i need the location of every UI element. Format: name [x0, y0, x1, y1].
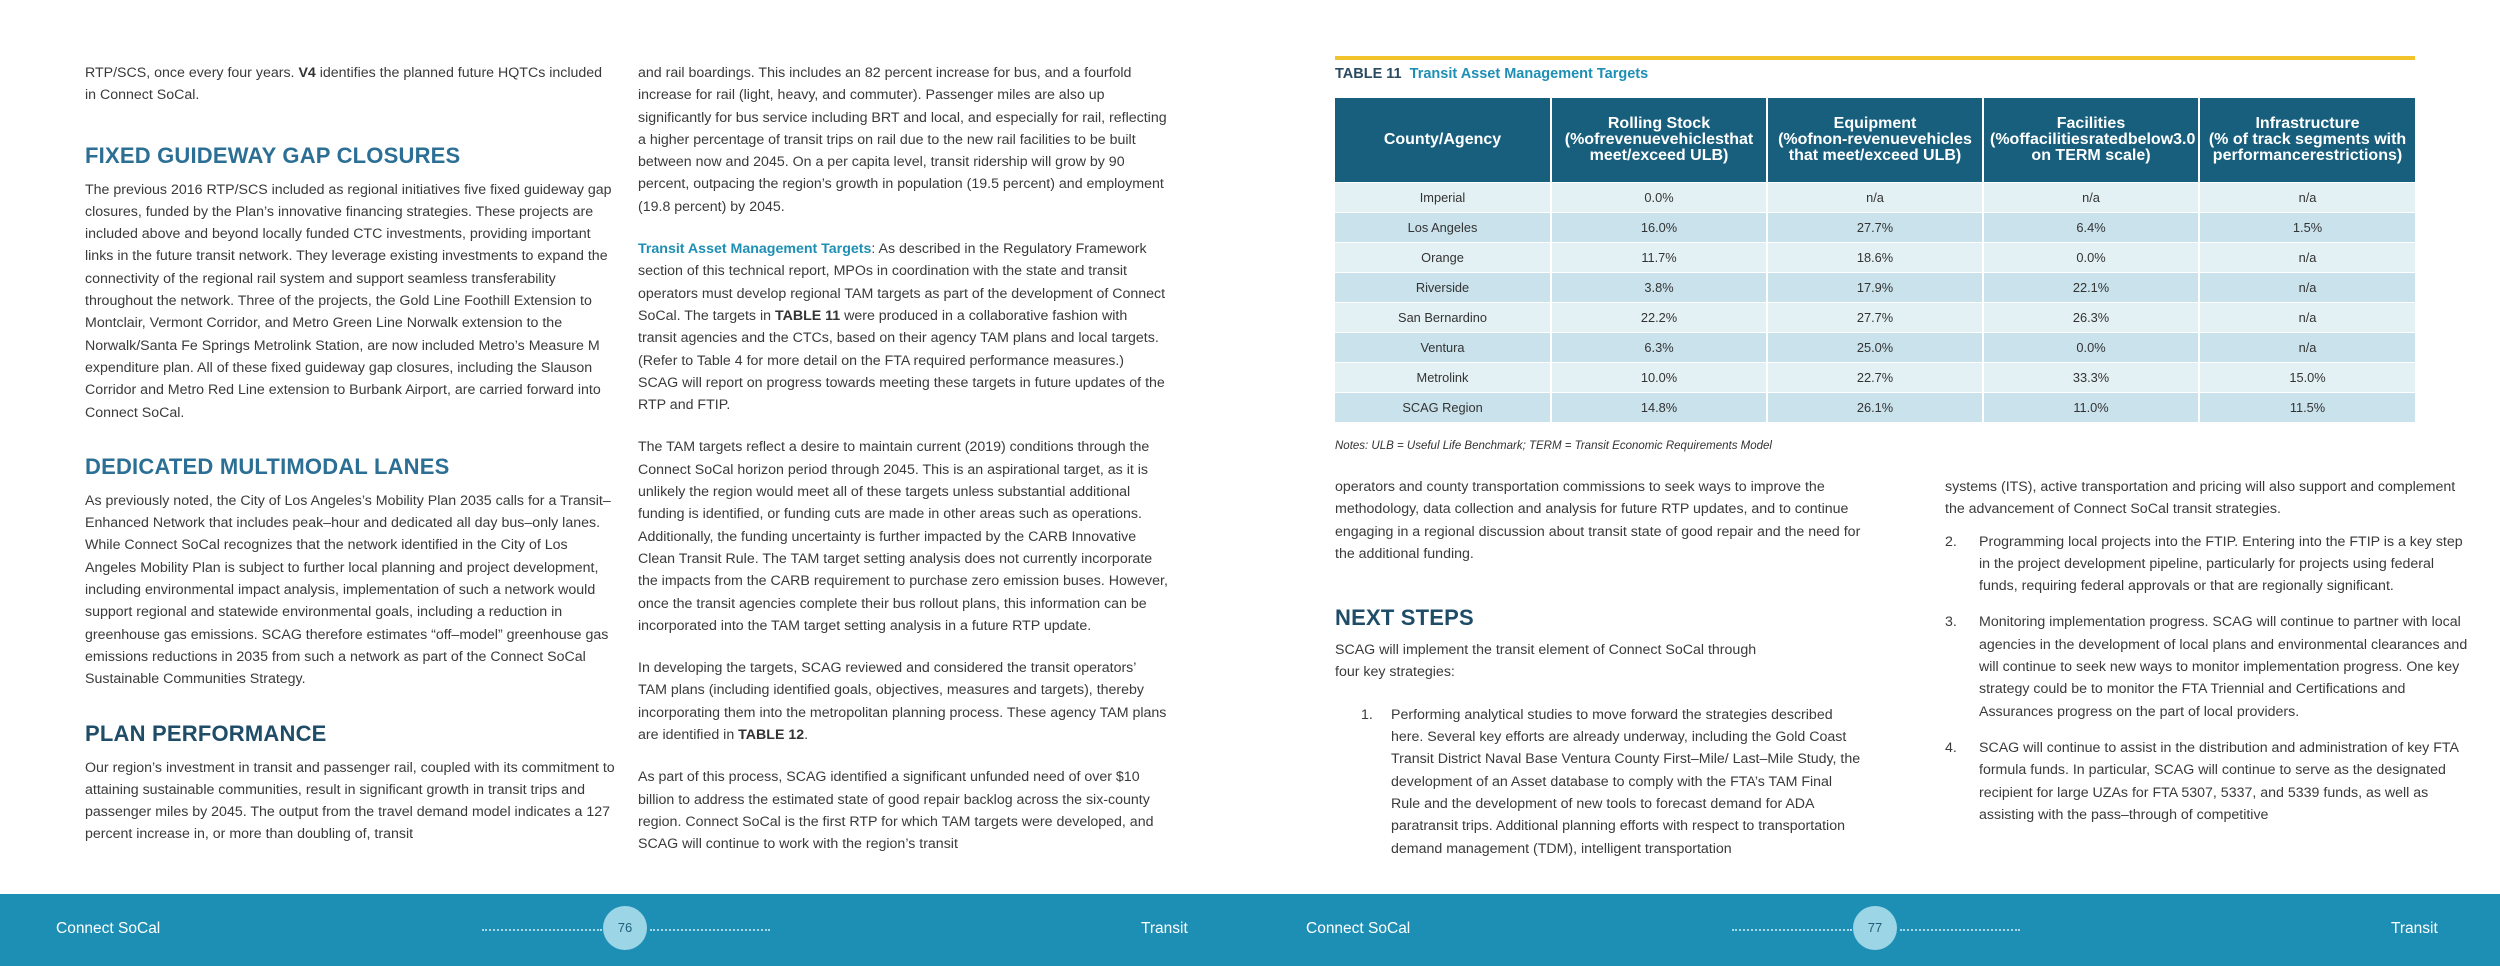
value-cell: 33.3%	[1983, 363, 2199, 393]
table-header-line: that meet/exceed ULB)	[1788, 147, 1962, 164]
value-cell: 22.1%	[1983, 273, 2199, 303]
value-cell: 6.4%	[1983, 213, 2199, 243]
value-cell: 1.5%	[2199, 213, 2415, 243]
next-steps-intro: SCAG will implement the transit element of Connect SoCal through four key strategies:	[1335, 642, 1757, 681]
value-cell: 10.0%	[1551, 363, 1767, 393]
value-cell: n/a	[2199, 183, 2415, 213]
right-page	[1250, 0, 2500, 894]
table-header-cell	[1551, 98, 1767, 183]
table-11-block	[1335, 56, 2415, 452]
table-label: TABLE 11	[1335, 66, 1402, 82]
value-cell: 18.6%	[1767, 243, 1983, 273]
page-number-77: 77	[1853, 906, 1897, 950]
steps-continuation: systems (ITS), active transportation and pricing will also support and complement the advancement of Connect SoCal transit strategies.	[1945, 479, 2456, 518]
agency-cell: Orange	[1335, 243, 1551, 273]
unfunded-need-paragraph: As part of this process, SCAG identified a significant unfunded need of over $10 billion to address the estimated state of good repair backlog across the six-county region. Connect SoCal is the first RTP for which TAM targets were developed, and SCAG will continue to work with the region’s transit	[638, 769, 1154, 853]
table-header-line: (% of track segments with	[2208, 131, 2407, 148]
developing-text-a: In developing the targets, SCAG reviewed and considered the transit operators’ TAM plans (including identified goals, objectives, measures and targets), thereby incorporating them into the metropolitan planning process. These agency TAM plans are identified in	[638, 660, 1167, 744]
step-number: 4.	[1945, 739, 1957, 756]
right-column-1	[1335, 476, 1865, 874]
footer-dots-left-b	[650, 929, 770, 931]
multimodal-lanes-paragraph: As previously noted, the City of Los Angeles’s Mobility Plan 2035 calls for a Transit–Enhanced Network that includes peak–hour and dedicated all day bus–only lanes. While Connect SoCal recognizes that the network identified in the City of Los Angeles Mobility Plan is subject to further local planning and project development, including environmental impact analysis, implementation of such a network would support regional and statewide environmental goals, including a reduction in greenhouse gas emissions. SCAG therefore estimates “off–model” greenhouse gas emissions reductions in 2035 from such a network as part of the Connect SoCal Sustainable Communities Strategy.	[85, 492, 611, 688]
next-steps-heading: NEXT STEPS	[1335, 605, 1474, 631]
table-row	[1335, 273, 2415, 303]
table-header-line: (%offacilitiesratedbelow3.0	[1990, 131, 2196, 148]
right-column-2	[1945, 476, 2475, 840]
value-cell: n/a	[2199, 243, 2415, 273]
footer-brand-right: Connect SoCal	[1306, 920, 1411, 937]
steps-list-right	[1945, 531, 2475, 827]
developing-targets-paragraph	[638, 657, 1168, 746]
value-cell: 27.7%	[1767, 213, 1983, 243]
intro-paragraph	[85, 62, 615, 107]
left-column-2	[638, 62, 1168, 876]
table-title: Transit Asset Management Targets	[1409, 66, 1649, 82]
table-row	[1335, 303, 2415, 333]
left-column-1	[85, 62, 615, 866]
value-cell: 27.7%	[1767, 303, 1983, 333]
agency-cell: Ventura	[1335, 333, 1551, 363]
value-cell: 22.7%	[1767, 363, 1983, 393]
step-item	[1945, 737, 2475, 826]
value-cell: 0.0%	[1983, 333, 2199, 363]
table-header-cell	[1767, 98, 1983, 183]
table-top-rule	[1335, 56, 2415, 60]
agency-cell: Metrolink	[1335, 363, 1551, 393]
footer-brand-left: Connect SoCal	[56, 920, 161, 937]
table-header-line: Infrastructure	[2255, 115, 2360, 132]
agency-cell: Imperial	[1335, 183, 1551, 213]
table-header-line: meet/exceed ULB)	[1589, 147, 1729, 164]
table-header-line: on TERM scale)	[2031, 147, 2151, 164]
fixed-guideway-paragraph: The previous 2016 RTP/SCS included as regional initiatives five fixed guideway gap closures, funded by the Plan’s innovative financing strategies. These projects are included above and beyond locally funded CTC investments, providing important links in the future transit network. They leverage existing investments to expand the connectivity of the regional rail system and support seamless transferability throughout the network. Three of the projects, the Gold Line Foothill Extension to Montclair, Vermont Corridor, and Metro Green Line Norwalk extension to the Norwalk/Santa Fe Springs Metrolink Station, are now included Metro’s Measure M expenditure plan. All of these fixed guideway gap closures, including the Slauson Corridor and Metro Red Line extension to Burbank Airport, are carried forward into Connect SoCal.	[85, 181, 612, 421]
step-item	[1945, 611, 2475, 722]
table-header-line: Equipment	[1833, 115, 1917, 132]
table-row	[1335, 333, 2415, 363]
step-text: Programming local projects into the FTIP. Entering into the FTIP is a key step in the project development pipeline, particularly for projects using federal funds, requiring federal approvals or that are regionally significant.	[1979, 533, 2463, 595]
footer-dots-left-a	[482, 929, 602, 931]
step-text: Performing analytical studies to move forward the strategies described here. Several key efforts are already underway, including the Gold Coast Transit District Naval Base Ventura County First–Mile/ Last–Mile Study, the development of an Asset database to comply with the FTA’s TAM Final Rule and the development of new tools to forecast demand for ADA paratransit trips. Additional planning efforts with respect to transportation demand management (TDM), intelligent transportation	[1391, 706, 1861, 857]
ridership-paragraph: and rail boardings. This includes an 82 percent increase for bus, and a fourfold increase for rail (light, heavy, and commuter). Passenger miles are also up significantly for bus service including BRT and local, and especially for rail, reflecting a higher percentage of transit trips on rail due to the new rail facilities to be built between now and 2045. On a per capita level, transit ridership will grow by 90 percent, outpacing the region’s growth in population (19.5 percent) and employment (19.8 percent) by 2045.	[638, 65, 1167, 215]
intro-text-a: RTP/SCS, once every four years.	[85, 65, 299, 81]
value-cell: 3.8%	[1551, 273, 1767, 303]
value-cell: 22.2%	[1551, 303, 1767, 333]
tam-text-a: : As described in the Regulatory Framework section of this technical report, MPOs in coordination with the state and transit operators must develop regional TAM targets as part of the development of Connect SoCal. The targets in	[638, 241, 1166, 324]
value-cell: n/a	[1767, 183, 1983, 213]
value-cell: 14.8%	[1551, 393, 1767, 423]
table-header-line: (%ofrevenuevehiclesthat	[1564, 131, 1754, 148]
agency-cell: SCAG Region	[1335, 393, 1551, 423]
table-row	[1335, 393, 2415, 423]
table-header-line: Facilities	[2056, 115, 2126, 132]
value-cell: 11.0%	[1983, 393, 2199, 423]
value-cell: 6.3%	[1551, 333, 1767, 363]
developing-text-b: .	[804, 727, 809, 744]
step-number: 3.	[1945, 614, 1957, 631]
value-cell: 15.0%	[2199, 363, 2415, 393]
tam-paragraph	[638, 238, 1168, 416]
value-cell: n/a	[2199, 333, 2415, 363]
table-header-row	[1335, 98, 2415, 183]
value-cell: n/a	[2199, 273, 2415, 303]
footer-bar	[0, 894, 2500, 966]
table-row	[1335, 243, 2415, 273]
value-cell: 26.3%	[1983, 303, 2199, 333]
plan-performance-paragraph: Our region’s investment in transit and passenger rail, coupled with its commitment to attaining sustainable communities, result in significant growth in transit trips and passenger miles by 2045. The output from the travel demand model indicates a 127 percent increase in, or more than doubling of, transit	[85, 759, 615, 843]
intro-text-b: identifies the planned future HQTCs included in Connect SoCal.	[85, 65, 603, 104]
value-cell: 26.1%	[1767, 393, 1983, 423]
table-notes: Notes: ULB = Useful Life Benchmark; TERM = Transit Economic Requirements Model	[1335, 440, 1772, 452]
footer-dots-right-b	[1900, 929, 2020, 931]
tam-targets-paragraph: The TAM targets reflect a desire to maintain current (2019) conditions through the Connect SoCal horizon period through 2045. This is an aspirational target, as it is unlikely the region would meet all of these targets unless substantial additional funding is identified, or funding cuts are made in other areas such as operations. Additionally, the funding uncertainty is further impacted by the CARB Innovative Clean Transit Rule. The TAM target setting analysis does not currently incorporate the impacts from the CARB requirement to purchase zero emission buses. However, once the transit agencies complete their bus rollout plans, this information can be incorporated into the TAM target setting analysis in a future RTP update.	[638, 439, 1168, 634]
table-row	[1335, 183, 2415, 213]
footer-dots-right-a	[1732, 929, 1852, 931]
table-header-cell	[1983, 98, 2199, 183]
step-text: Monitoring implementation progress. SCAG will continue to partner with local agencies in the development of local plans and environmental clearances and will continue to seek new ways to monitor implementation progress. One key strategy could be to monitor the FTA Triennial and Certifications and Assurances progress on the part of local providers.	[1979, 614, 2468, 720]
value-cell: n/a	[2199, 303, 2415, 333]
table-row	[1335, 213, 2415, 243]
agency-cell: Los Angeles	[1335, 213, 1551, 243]
table-header-cell	[1335, 98, 1551, 183]
value-cell: 11.7%	[1551, 243, 1767, 273]
step-text: SCAG will continue to assist in the distribution and administration of key FTA formula funds. In particular, SCAG will continue to serve as the designated recipient for large UZAs for FTA 5307, 5337, and 5339 funds, as well as assisting with the pass–through of competitive	[1979, 739, 2459, 823]
value-cell: 17.9%	[1767, 273, 1983, 303]
value-cell: 0.0%	[1551, 183, 1767, 213]
tam-text-b: were produced in a collaborative fashion with transit agencies and the CTCs, based on their agency TAM plans and local targets. (Refer to Table 4 for more detail on the FTA required performance measures.) SCAG will report on progress towards meeting these targets in future updates of the RTP and FTIP.	[638, 307, 1165, 414]
agency-cell: San Bernardino	[1335, 303, 1551, 333]
multimodal-lanes-heading: DEDICATED MULTIMODAL LANES	[85, 453, 450, 479]
value-cell: 0.0%	[1983, 243, 2199, 273]
value-cell: 16.0%	[1551, 213, 1767, 243]
operators-paragraph: operators and county transportation commissions to seek ways to improve the methodology, data collection and analysis for future RTP updates, and to continue engaging in a regional discussion about transit state of good repair and the need for the additional funding.	[1335, 479, 1861, 562]
left-page	[0, 0, 1250, 894]
table-12-ref: TABLE 12	[738, 727, 805, 744]
table-header-cell	[2199, 98, 2415, 183]
value-cell: 11.5%	[2199, 393, 2415, 423]
table-header-line: performancerestrictions)	[2212, 147, 2403, 164]
table-row	[1335, 363, 2415, 393]
step-number: 2.	[1945, 533, 1957, 550]
table-header-line: Rolling Stock	[1607, 115, 1711, 132]
agency-cell: Riverside	[1335, 273, 1551, 303]
value-cell: 25.0%	[1767, 333, 1983, 363]
step-item	[1335, 704, 1865, 860]
value-cell: n/a	[1983, 183, 2199, 213]
fixed-guideway-heading: FIXED GUIDEWAY GAP CLOSURES	[85, 142, 461, 168]
table-11-ref: TABLE 11	[774, 307, 841, 324]
table-caption	[1335, 66, 2415, 82]
table-body	[1335, 183, 2415, 423]
footer-section-left: Transit	[1141, 920, 1188, 937]
steps-list-left	[1335, 704, 1865, 860]
intro-v4-ref: V4	[298, 65, 316, 81]
table-header-line: County/Agency	[1383, 131, 1502, 148]
table-header-line: (%ofnon-revenuevehicles	[1778, 131, 1972, 148]
tam-subheading: Transit Asset Management Targets	[638, 241, 872, 258]
page-number-76: 76	[603, 906, 647, 950]
tam-targets-table	[1335, 98, 2415, 422]
step-number: 1.	[1361, 706, 1373, 723]
footer-section-right: Transit	[2391, 920, 2438, 937]
step-item	[1945, 531, 2475, 598]
plan-performance-heading: PLAN PERFORMANCE	[85, 720, 327, 746]
